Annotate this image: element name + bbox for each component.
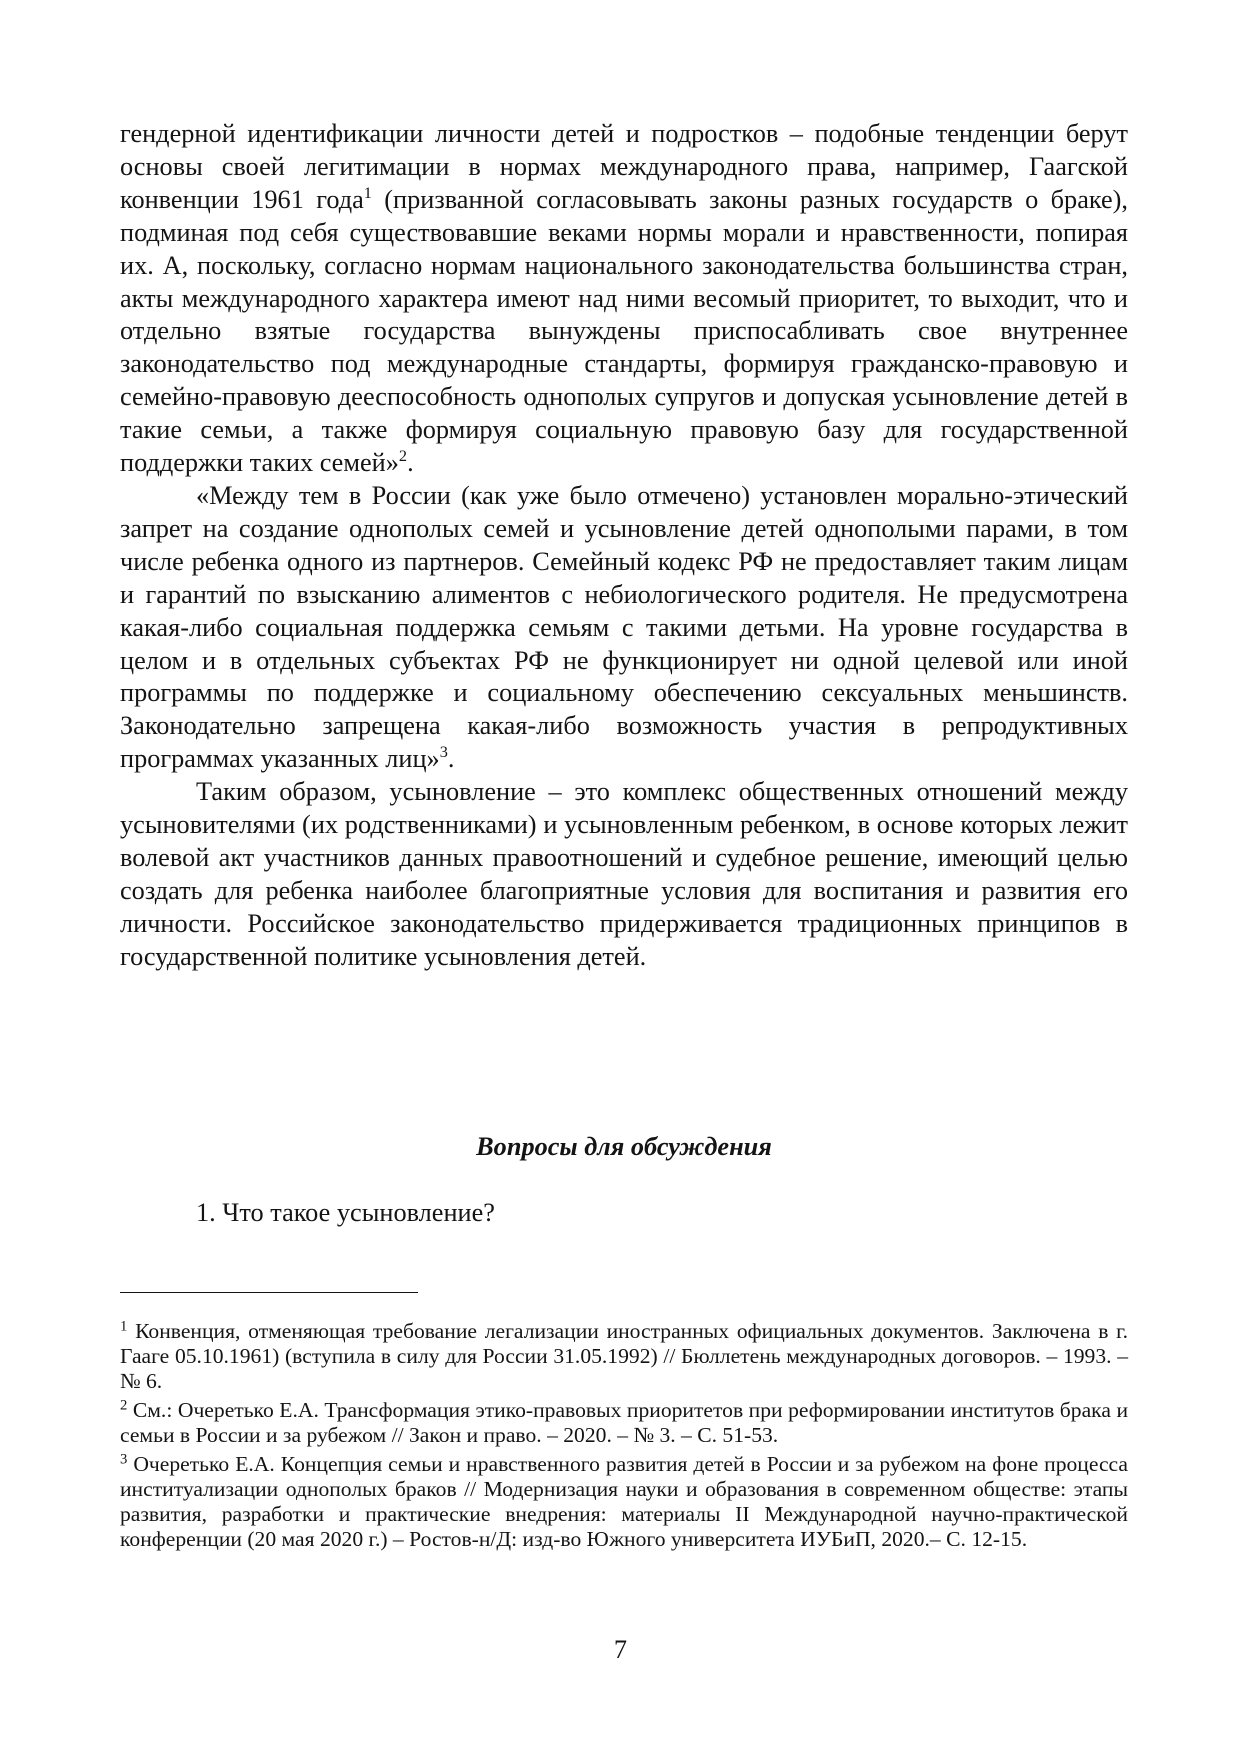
footnote-ref-1[interactable]: 1 bbox=[363, 182, 372, 202]
paragraph-3-text: Таким образом, усыновление – это комплекс общественных отношений между усыновителями (их родственниками) и усыновленным ребенком, в основе которых лежит волевой акт участников данных правоотношений и судебное решение, имеющий целью создать для ребенка наиболее благоприятные условия для воспитания и развития его личности. Российское законодательство придерживается традиционных принципов в государственной политике усыновления детей. bbox=[120, 777, 1128, 971]
footnote-1 bbox=[120, 1319, 1128, 1394]
main-text bbox=[120, 118, 1128, 974]
footnote-2 bbox=[120, 1398, 1128, 1448]
footnote-3-text: Очеретько Е.А. Концепция семьи и нравственного развития детей в России и за рубежом на фоне процесса институализации однополых браков // Модернизация науки и образования в современном обществе: этапы развития, разработки и практические внедрения: материалы II Международной научно-практической конференции (20 мая 2020 г.) – Ростов-н/Д: изд-во Южного университета ИУБиП, 2020.– С. 12-15. bbox=[120, 1452, 1128, 1551]
paragraph-1-text-continued: (призванной согласовывать законы разных государств о браке), подминая под себя существовавшие веками нормы морали и нравственности, попирая их. А, поскольку, согласно нормам национального законодательства большинства стран, акты международного характера имеют над ними весомый приоритет, то выходит, что и отдельно взятые государства вынуждены приспосабливать свое внутреннее законодательство под международные стандарты, формируя гражданско-правовую и семейно-правовую дееспособность однополых супругов и допуская усыновление детей в такие семьи, а также формируя социальную правовую базу для государственной поддержки таких семей» bbox=[120, 184, 1128, 478]
footnote-ref-2[interactable]: 2 bbox=[398, 445, 408, 465]
paragraph-2-text: «Между тем в России (как уже было отмечено) установлен морально-этический запрет на создание однополых семей и усыновление детей однополыми парами, в том числе ребенка одного из партнеров. Семейный кодекс РФ не предоставляет таким лицам и гарантий по взысканию алиментов с небиологического родителя. Не предусмотрена какая-либо социальная поддержка семьям с такими детьми. На уровне государства в целом и в отдельных субъектах РФ не функционирует ни одной целевой или иной программы по поддержке и социальному обеспечению сексуальных меньшинств. Законодательно запрещена какая-либо возможность участия в репродуктивных программах указанных лиц» bbox=[120, 480, 1128, 774]
footnote-3 bbox=[120, 1452, 1128, 1552]
paragraph-1 bbox=[120, 118, 1128, 480]
footnote-ref-3[interactable]: 3 bbox=[439, 742, 448, 762]
discussion-question-1: 1. Что такое усыновление? bbox=[196, 1198, 495, 1227]
footnote-mark-1: 1 bbox=[120, 1318, 128, 1335]
paragraph-2-tail: . bbox=[447, 744, 455, 774]
footnotes bbox=[120, 1319, 1128, 1556]
footnote-2-text: См.: Очеретько Е.А. Трансформация этико-правовых приоритетов при реформировании институтов брака и семьи в России и за рубежом // Закон и право. – 2020. – № 3. – С. 51-53. bbox=[120, 1398, 1128, 1447]
page-number: 7 bbox=[613, 1635, 628, 1664]
paragraph-1-text: гендерной идентификации личности детей и подростков – подобные тенденции берут основы своей легитимации в нормах международного права, например, Гаагской конвенции 1961 года bbox=[120, 119, 1128, 214]
footnote-mark-3: 3 bbox=[120, 1451, 128, 1468]
footnote-separator bbox=[120, 1292, 418, 1293]
footnote-mark-2: 2 bbox=[120, 1397, 128, 1414]
paragraph-2 bbox=[120, 480, 1128, 776]
paragraph-1-tail: . bbox=[407, 448, 414, 478]
paragraph-3 bbox=[120, 776, 1128, 973]
discussion-heading: Вопросы для обсуждения bbox=[476, 1132, 772, 1161]
footnote-1-text: Конвенция, отменяющая требование легализации иностранных официальных документов. Заключена в г. Гааге 05.10.1961) (вступила в силу для России 31.05.1992) // Бюллетень международных договоров. – 1993. – № 6. bbox=[120, 1319, 1128, 1393]
